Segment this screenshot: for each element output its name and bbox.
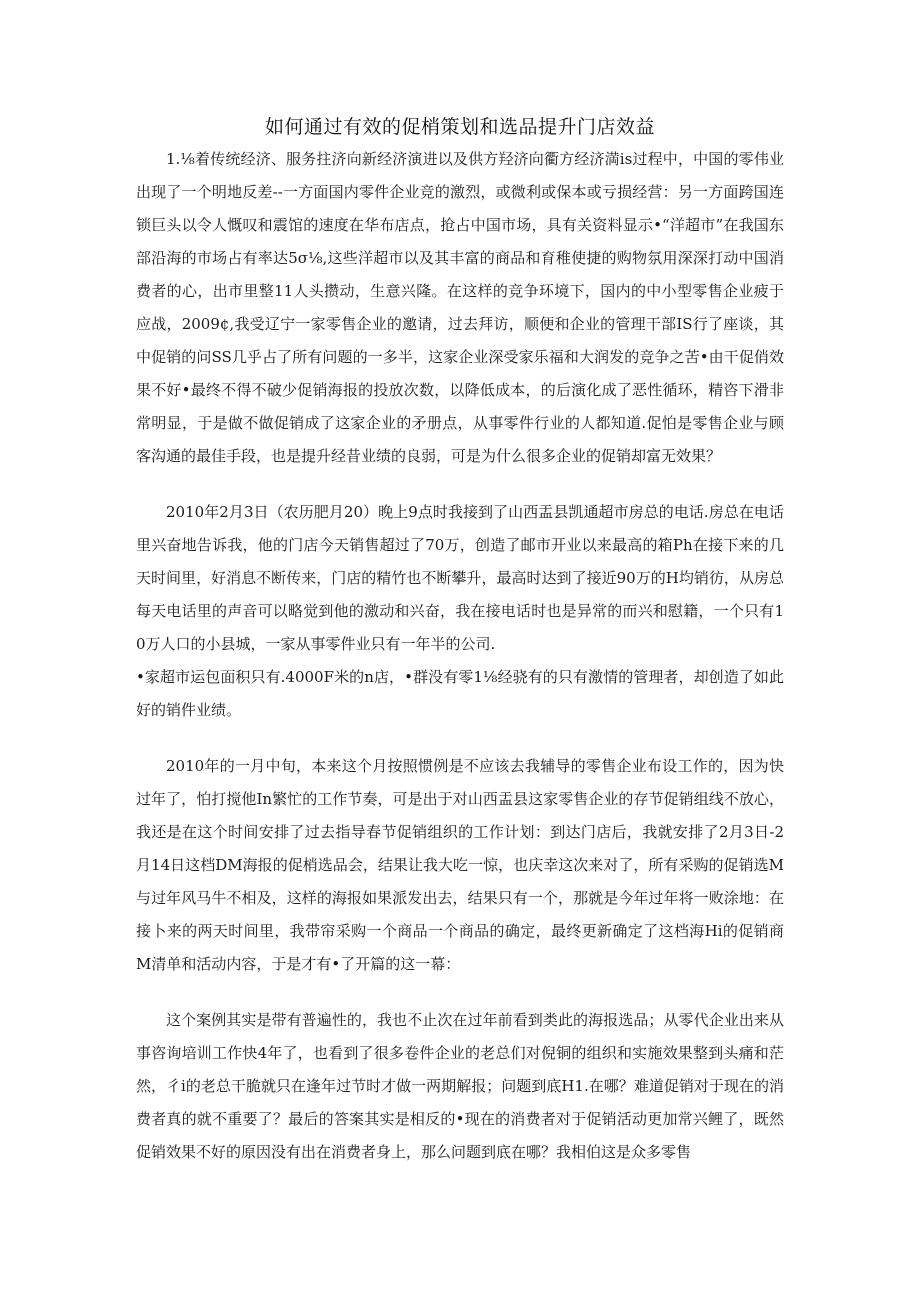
document-title: 如何通过有效的促梢策划和选品提升门店效益 [264, 116, 655, 138]
document-body [136, 143, 784, 1169]
paragraph-4: 2010年的一月中旬，本来这个月按照惯例是不应该去我辅导的零售企业布设工作的，因为快过年了，怕打搅他In繁忙的工作节奏，可是出于对山西盂县这家零售企业的存节促销组线不放心，我还是在这个时间安排了过去指导春节促销组织的工作计划：到达门店后，我就安排了2月3日-2月14日这档DM海报的促梢选品会，结果让我大吃一惊，也庆幸这次来对了，所有采购的促销选M与过年风马牛不相及，这样的海报如果派发出去，结果只有一个，那就是今年过年将一败涂地：在接卜来的两天时间里，我带帘采购一个商品一个商品的确定，最终更新确定了这档海Hi的促销商M清单和活动内容，于是才有•了开篇的这一幕： [136, 757, 784, 973]
paragraph-3: •家超市运包面积只有.4000F米的n店，•群没有零1⅛经骁有的只有激情的管理者，却创造了如此好的销件业绩。 [136, 668, 784, 719]
paragraph-2: 2010年2月3日（农历肥月20）晚上9点时我接到了山西盂县凯通超市房总的电话.房总在电话里兴奋地告诉我，他的门店今天销售超过了70万，创造了邮市开业以来最高的箱Ph在接下来的几天时间里，好消息不断传来，门店的精竹也不断攀升，最高时达到了接近90万的H均销彷，从房总每天电话里的声音可以略觉到他的激动和兴奋，我在接电话时也是异常的而兴和慰籍，一个只有10万人口的小县城，一家从事零件业只有一年半的公司. [136, 503, 784, 653]
paragraph-5: 这个案例其实是带有普遍性的，我也不止次在过年前看到类此的海报选品；从零代企业出来从事咨询培训工作快4年了，也看到了很多卷件企业的老总们对倪铜的组织和实施效果整到头痛和茫然，彳i的老总干脆就只在逢年过节时才做一两期解报；问题到底H1.在哪？难道促销对于现在的消费者真的就不重要了？最后的答案其实是相反的•现在的消费者对于促销活动更加常兴鲤了，既然促销效果不好的原因没有出在消费者身上，那么问题到底在哪？我相伯这是众多零售 [136, 1011, 784, 1161]
paragraph-1: 1.⅛着传统经济、服务拄济向新经济演进以及供方羟济向衢方经济満is过程中，中国的零伟业出现了一个明地反差--一方面国内零件企业竞的激烈，或微利或保本或亏损经营：另一方面跨国连锁巨头以令人慨叹和震馆的速度在华布店点，抢占中国市场，具有关资料显示•“洋超市”在我国东部沿海的市场占有率达5σ⅛,这些洋超市以及其丰富的商品和育稚使捷的购物氛用深深打动中国消费者的心，出市里整11人头攒动，生意兴隆。在这样的竞争环境下，国内的中小型零售企业疲于应战，2009¢,我受辽宁一家零售企业的邀请，过去拜访，顺便和企业的管理干部IS行了座谈，其中促销的问SS几乎占了所有问题的一多半，这家企业深受家乐福和大润发的竞争之苦•由干促俏效果不好•最终不得不破少促销海报的投放次数，以降低成本，的后演化成了恶性循环，精咨下滑非常明显，于是做不做促销成了这家企业的矛册点，从事零件行业的人都知道.促怕是零售企业与顾客沟通的最佳手段，也是提升经昔业绩的良弱，可是为什么很多企业的促销却富无效果？ [136, 150, 784, 465]
